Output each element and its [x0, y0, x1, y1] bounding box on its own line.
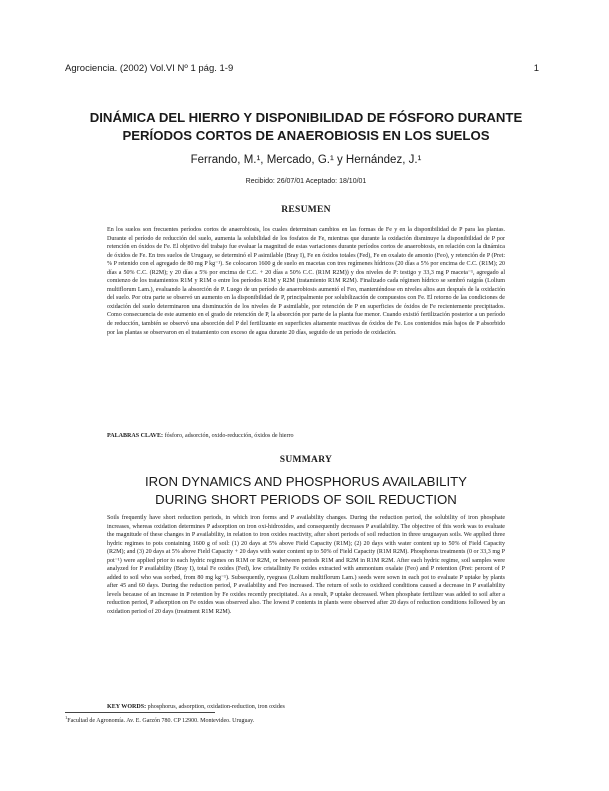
spanish-title-line-1: DINÁMICA DEL HIERRO Y DISPONIBILIDAD DE FÓSFORO DURANTE	[89, 110, 523, 125]
english-title	[62, 473, 550, 508]
palabras-clave-label: PALABRAS CLAVE:	[107, 433, 164, 439]
authors: Ferrando, M.¹, Mercado, G.¹ y Hernández, J.¹	[190, 154, 422, 166]
english-title-line-2: DURING SHORT PERIODS OF SOIL REDUCTION	[155, 491, 457, 507]
footnote-divider	[65, 712, 215, 713]
palabras-clave	[107, 432, 505, 441]
spanish-title	[62, 109, 550, 145]
resumen-heading: RESUMEN	[281, 205, 331, 215]
journal-citation: Agrociencia. (2002) Vol.VI Nº 1 pág. 1-9	[65, 63, 234, 74]
footnote-text: Facultad de Agronomía. Av. E. Garzón 780. CP 12900. Montevideo. Uruguay.	[67, 718, 255, 724]
key-words-text: phosphorus, adsorption, oxidation-reduction, iron oxides	[146, 704, 285, 710]
spanish-title-line-2: PERÍODOS CORTOS DE ANAEROBIOSIS EN LOS SUELOS	[122, 128, 490, 143]
key-words	[107, 703, 505, 712]
resumen-text: En los suelos son frecuentes períodos cortos de anaerobiosis, los cuales determinan cambios en las formas de Fe y en la disponibilidad de P para las plantas. Durante el período de reducción del suelo, aumenta la solubilidad de los fosfatos de Fe, mientras que durante la oxidación disminuye la disponibilidad de P por retención en óxidos de Fe. El objetivo del trabajo fue evaluar la magnitud de estas variaciones durante períodos cortos de anaerobiosis, en relación con la dinámica de óxidos de Fe. En tres suelos de Uruguay, se determinó el P asimilable (Bray I), Fe en óxidos totales (Fed), Fe en oxalato de amonio (Feo), y retención de P (Pret: % P retenido con el agregado de 80 mg P kg⁻¹). Se colocaron 1600 g de suelo en macetas con tres regímenes hídricos (20 días a 5% por encima de C.C. (R1M); 20 días a 50% C.C. (R2M); y 20 días a 5% por encima de C.C. + 20 días a 50% C.C. (R1M R2M)) y dos niveles de P: testigo y 33,3 mg P maceta⁻¹, agregado al comienzo de los tratamientos R1M y R1M o entre los períodos R1M y R2M (tratamiento R1M R2M). Finalizado cada régimen hídrico se sembró raigrás (Lolium multiflorum Lam.), evaluando la absorción de P. Luego de un período de anaerobiosis aumentó el Feo, manteniéndose en niveles altos aun después de la oxidación del suelo. Por otra parte se observó un aumento en la disponibilidad de P, principalmente por solubilización de compuestos con Fe. El retorno de las condiciones de oxidación del suelo determinaron una disminución de los niveles de P asimilable, por retención de P en superficies de óxidos de Fe recientemente precipitados. Como consecuencia de este aumento en el grado de retención de P, la absorción por parte de la planta fue menor. Cuando existió fertilización posterior a un período de reducción, también se observó una absorción del P del fertilizante en superficies altamente reactivas de óxidos de Fe. Los contenidos más bajos de P absorbido por las plantas se observaron en el tratamiento con exceso de agua durante 20 días, seguido de un período de oxidación.	[107, 227, 505, 336]
page-number: 1	[533, 63, 539, 74]
summary-text: Soils frequently have short reduction periods, in which iron forms and P availability changes. During the reduction period, the solubility of iron phosphate increases, whereas oxidation determines P adsorption on iron oxi-hidroxides, and consequently decreases P availability. The objective of this work was to evaluate the magnitude of these changes in P availability, in relation to iron oxides reactivity, after short periods of soil reduction in three uruguayan soils. We applied three hydric regimes to pots containing 1600 g of soil: (1) 20 days at 5% above Field Capacity (R1M); (2) 20 days with water content up to 50% of Field Capacity (R2M); and (3) 20 days at 5% above Field Capacity + 20 days with water content up to 50% of Field Capacity (R1M R2M). Phosphorus treatments (0 or 33,3 mg P pot⁻¹) were applied prior to each hydric regimes on R1M or R2M, or between periods R1M and R2M in R1M R2M. After each hydric regime, soil samples were analyzed for P availability (Bray I), total Fe oxides (Fed), low cristallinity Fe oxides extracted with ammonium oxalate (Feo) and P retention (Pret: percent of P added to soil who was sorbed, from 80 mg kg⁻¹). Subsequently, ryegrass (Lolium multiflorum Lam.) seeds were sown in each pot to evaluate P uptake by plants after 45 and 60 days. During the reduction period, P availability and Feo increased. The return of soils to oxidized conditions caused a decrease in P availability levels because of an increase in P retention by Fe oxides recently precipitated. As a result, P uptake decreased. When phosphate fertilizer was added to soil after a reduction period, P adsorption on Fe oxides was observed also. The lowest P contents in plants were observed after 20 days of reduction conditions followed by an oxidation period of 20 days (treatment R1M R2M).	[107, 515, 505, 616]
palabras-clave-text: fósforo, adsorción, oxido-reducción, óxidos de hierro	[163, 433, 294, 439]
footnote-mark: 1	[65, 715, 68, 720]
key-words-label: KEY WORDS:	[107, 704, 147, 710]
english-title-line-1: IRON DYNAMICS AND PHOSPHORUS AVAILABILITY	[145, 474, 467, 489]
summary-heading: SUMMARY	[279, 455, 333, 465]
running-header	[65, 63, 539, 77]
received-accepted-dates: Recibido: 26/07/01 Aceptado: 18/10/01	[245, 178, 367, 185]
affiliation-footnote	[65, 715, 254, 724]
